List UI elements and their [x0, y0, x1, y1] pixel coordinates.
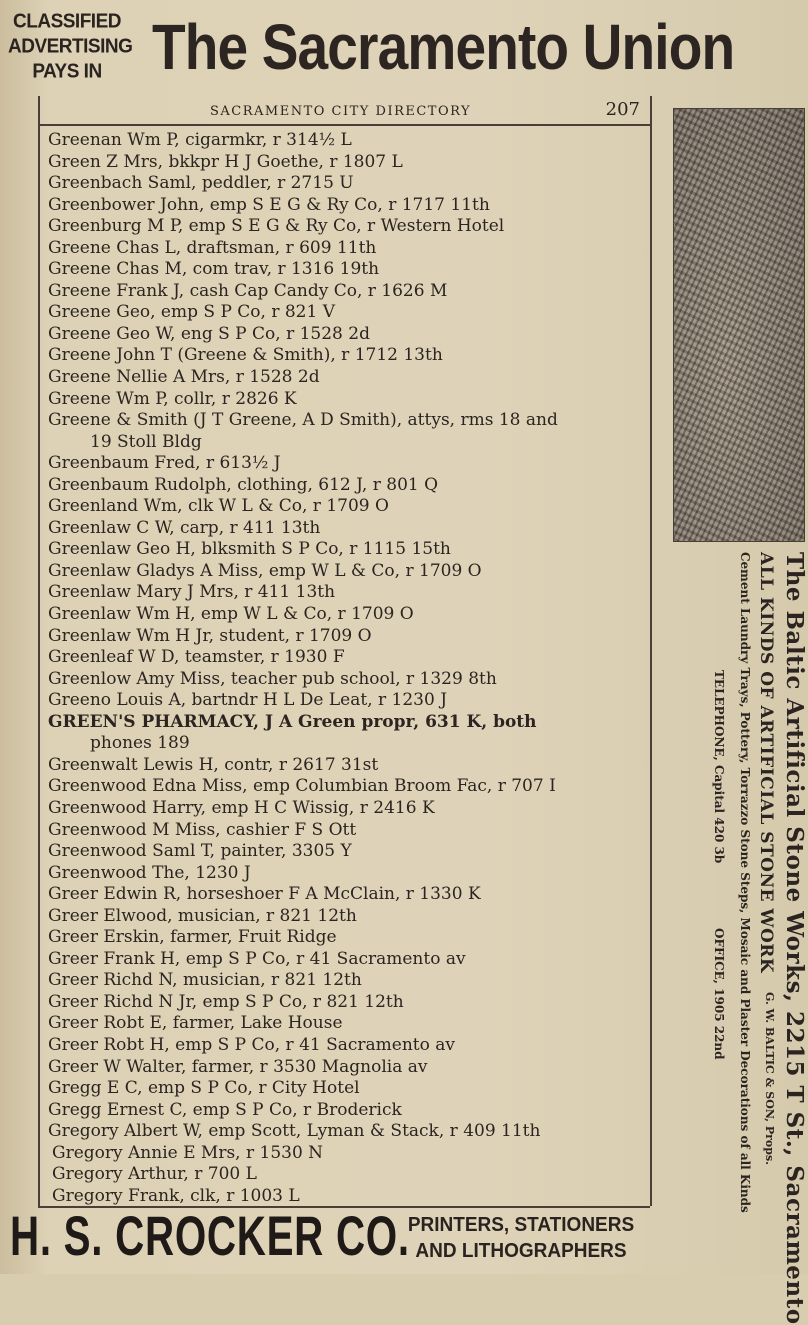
ad-company-line: The Baltic Artificial Stone Works, 2215 T St., Sacramento [781, 552, 808, 1325]
directory-entry: Gregg Ernest C, emp S P Co, r Broderick [48, 1099, 402, 1120]
directory-entry: Greer Robt H, emp S P Co, r 41 Sacramento av [48, 1034, 456, 1055]
ad-line: ADVERTISING [8, 35, 133, 58]
directory-entry: Greenwood The, 1230 J [48, 862, 251, 883]
directory-entry: Greene Wm P, collr, r 2826 K [48, 388, 297, 409]
footer-services-line: PRINTERS, STATIONERS [407, 1214, 635, 1236]
directory-entry: Greer Elwood, musician, r 821 12th [48, 905, 357, 926]
directory-entry: Gregory Albert W, emp Scott, Lyman & Stack, r 409 11th [48, 1121, 541, 1142]
directory-entry-continuation: phones 189 [90, 733, 190, 754]
newspaper-masthead: The Sacramento Union [152, 11, 735, 83]
directory-entry: Greenwalt Lewis H, contr, r 2617 31st [48, 754, 379, 775]
directory-entry: Greenlow Amy Miss, teacher pub school, r 1329 8th [48, 668, 497, 689]
directory-entry: Greer Erskin, farmer, Fruit Ridge [48, 927, 337, 948]
directory-header [40, 96, 650, 126]
directory-entry: Greenbaum Fred, r 613½ J [48, 453, 281, 474]
directory-entry: Gregg E C, emp S P Co, r City Hotel [48, 1078, 360, 1099]
directory-entry: Greer Richd N, musician, r 821 12th [48, 970, 362, 991]
directory-entry: Greene Geo, emp S P Co, r 821 V [48, 302, 335, 323]
directory-entry: Greenlaw Geo H, blksmith S P Co, r 1115 15th [48, 539, 451, 560]
directory-entry: Greer Edwin R, horseshoer F A McClain, r 1330 K [48, 884, 481, 905]
directory-entry: Greenlaw Gladys A Miss, emp W L & Co, r 1709 O [48, 560, 482, 581]
directory-entry: Greene John T (Greene & Smith), r 1712 13th [48, 345, 443, 366]
directory-entry: Greenburg M P, emp S E G & Ry Co, r Western Hotel [48, 216, 505, 237]
directory-entry: Gregory Frank, clk, r 1003 L [52, 1185, 300, 1206]
directory-entry: Greene Chas L, draftsman, r 609 11th [48, 237, 377, 258]
directory-entry: Greene Chas M, com trav, r 1316 19th [48, 259, 380, 280]
ad-telephone: TELEPHONE, Capital 420 3b [712, 670, 726, 864]
directory-entry: Greenbach Saml, peddler, r 2715 U [48, 173, 354, 194]
footer-services-line: AND LITHOGRAPHERS [415, 1240, 627, 1262]
side-advertisement [664, 552, 808, 1325]
ad-products-line: Cement Laundry Trays, Pottery, Torrazzo Stone Steps, Mosaic and Plaster Decorations of all Kinds [738, 552, 752, 1213]
directory-entry: Greenan Wm P, cigarmkr, r 314½ L [48, 130, 352, 150]
directory-entry: Greeno Louis A, bartndr H L De Leat, r 1230 J [48, 690, 448, 711]
directory-entries [48, 130, 648, 1207]
directory-entry: Greenwood Harry, emp H C Wissig, r 2416 K [48, 797, 435, 818]
directory-entry: Greer W Walter, farmer, r 3530 Magnolia av [48, 1056, 428, 1077]
footer-company-name: H. S. CROCKER CO. [10, 1204, 410, 1267]
directory-entry: Greenlaw Wm H Jr, student, r 1709 O [48, 625, 372, 646]
page-number: 207 [605, 99, 640, 120]
directory-entry: Greer Robt E, farmer, Lake House [48, 1013, 343, 1034]
ad-proprietors: G. W. BALTIC & SON, Props. [763, 992, 776, 1165]
directory-entry: Greenleaf W D, teamster, r 1930 F [48, 647, 345, 668]
directory-title: SACRAMENTO CITY DIRECTORY [210, 104, 472, 119]
directory-entry: Greenwood Edna Miss, emp Columbian Broom Fac, r 707 I [48, 776, 556, 797]
footer-services [395, 1212, 648, 1264]
directory-entry: Green Z Mrs, bkkpr H J Goethe, r 1807 L [48, 151, 403, 172]
directory-entry: Greene Geo W, eng S P Co, r 1528 2d [48, 323, 370, 344]
directory-entry: Greenwood M Miss, cashier F S Ott [48, 819, 357, 840]
ad-line: PAYS IN [32, 60, 102, 83]
directory-entry: Greene & Smith (J T Greene, A D Smith), attys, rms 18 and [48, 410, 558, 431]
directory-entry: Greenlaw Mary J Mrs, r 411 13th [48, 582, 336, 603]
directory-entry: Greenland Wm, clk W L & Co, r 1709 O [48, 496, 389, 517]
ad-line: CLASSIFIED [13, 10, 121, 33]
directory-entry: Greenlaw Wm H, emp W L & Co, r 1709 O [48, 604, 414, 625]
directory-entry: Greenwood Saml T, painter, 3305 Y [48, 841, 352, 862]
directory-entry: Greenbower John, emp S E G & Ry Co, r 1717 11th [48, 194, 490, 215]
directory-entry-continuation: 19 Stoll Bldg [90, 431, 202, 452]
directory-entry: GREEN'S PHARMACY, J A Green propr, 631 K, both [48, 711, 537, 732]
directory-entry: Gregory Arthur, r 700 L [52, 1164, 257, 1185]
directory-entry: Greene Nellie A Mrs, r 1528 2d [48, 367, 320, 388]
directory-entry: Greene Frank J, cash Cap Candy Co, r 1626 M [48, 280, 448, 301]
directory-entry: Greenbaum Rudolph, clothing, 612 J, r 801 Q [48, 474, 439, 495]
ad-services-line: ALL KINDS OF ARTIFICIAL STONE WORK [756, 552, 776, 974]
ad-office: OFFICE, 1905 22nd [712, 928, 726, 1060]
directory-entry: Greenlaw C W, carp, r 411 13th [48, 517, 321, 538]
classified-ad-banner [8, 9, 133, 84]
stone-texture-image [673, 108, 805, 542]
directory-entry: Greer Richd N Jr, emp S P Co, r 821 12th [48, 991, 404, 1012]
directory-entry: Greer Frank H, emp S P Co, r 41 Sacramento av [48, 948, 466, 969]
directory-entry: Gregory Annie E Mrs, r 1530 N [52, 1142, 324, 1163]
